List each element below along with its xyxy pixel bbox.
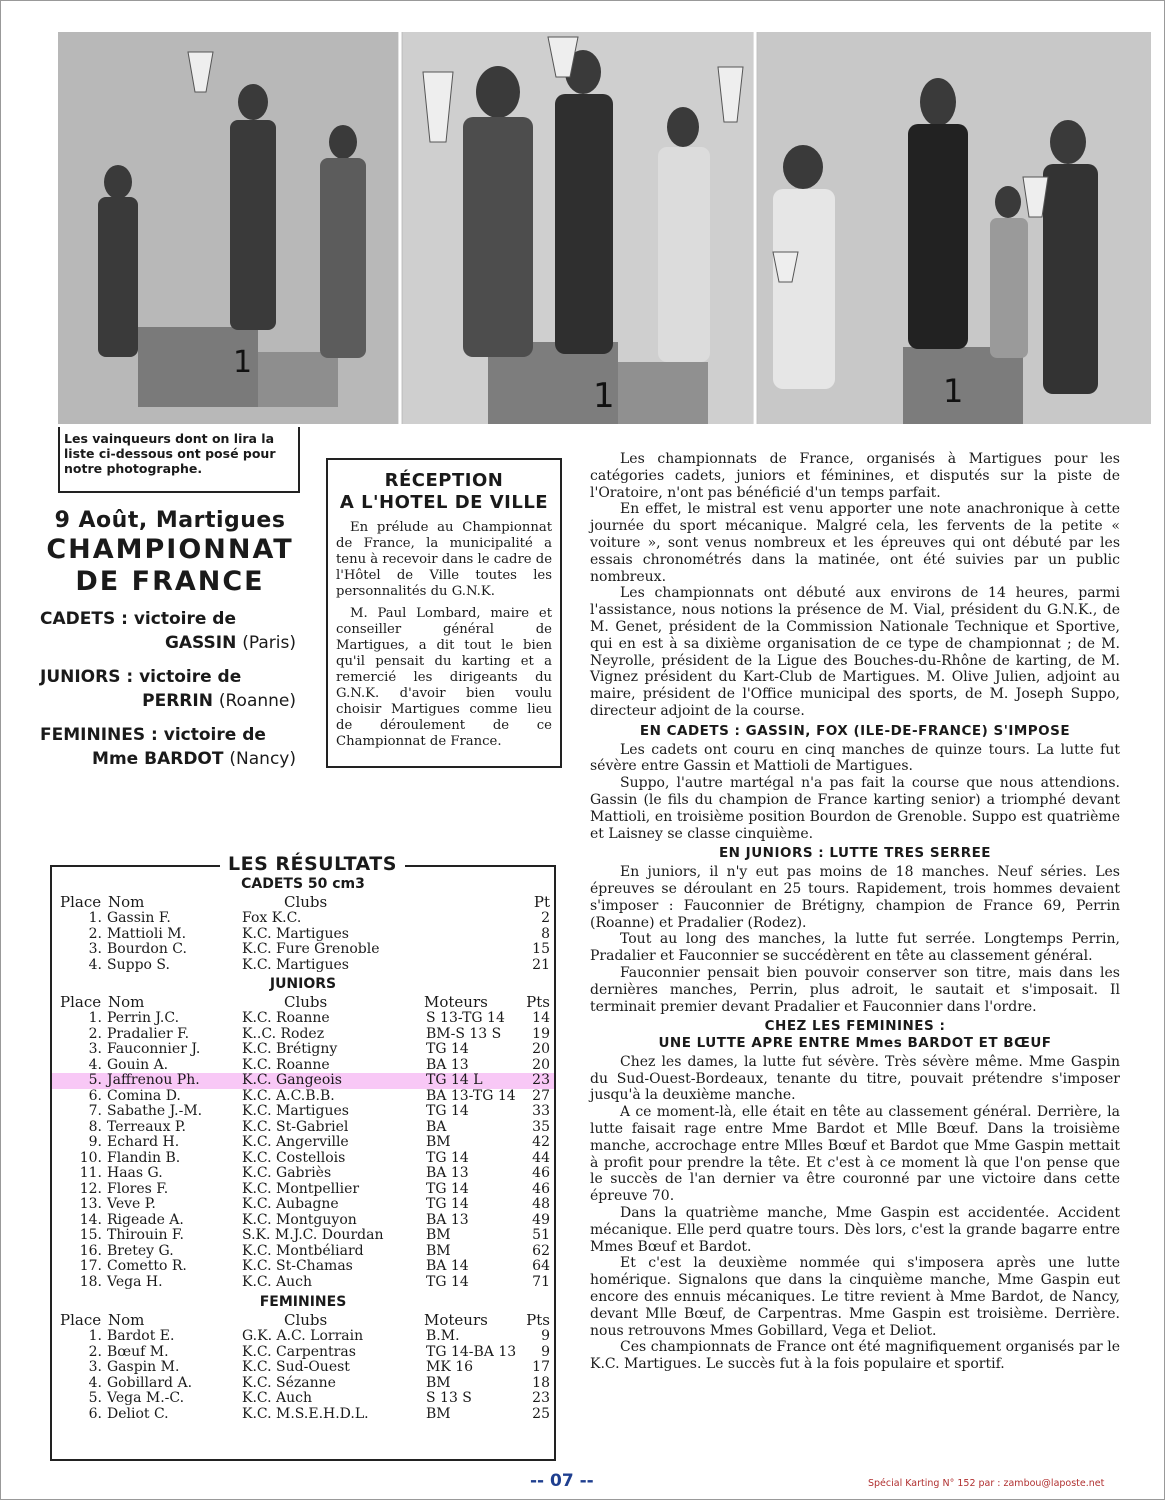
table-row bbox=[52, 1073, 554, 1089]
cell-pts: 9 bbox=[541, 1343, 550, 1360]
cell-place: 16. bbox=[79, 1242, 102, 1259]
cell-club: K.C. Roanne bbox=[242, 1010, 330, 1026]
cell-pts: 20 bbox=[532, 1041, 550, 1057]
cell-nom: Gobillard A. bbox=[107, 1374, 193, 1391]
article-paragraph: Suppo, l'autre martégal n'a pas fait la course que nous attendions. Gassin (le fils du champion de France karting senior) a triomphé devant Mattioli, en troisième position Bourdon de Grenoble. Suppo est quatrième et Laisney se classe cinquième. bbox=[590, 775, 1120, 842]
headline-cat-winner bbox=[40, 631, 300, 655]
cell-pts: 18 bbox=[532, 1374, 550, 1391]
winner-origin: (Roanne) bbox=[218, 691, 296, 711]
cell-club: K.C. Fure Grenoble bbox=[242, 941, 380, 957]
cell-nom: Bardot E. bbox=[107, 1328, 175, 1344]
cell-pts: 2 bbox=[541, 910, 550, 926]
cell-nom: Flandin B. bbox=[107, 1149, 181, 1166]
cell-pts: 33 bbox=[532, 1103, 550, 1119]
article-paragraph: Fauconnier pensait bien pouvoir conserver son titre, mais dans les dernières manches, Perrin, plus adroit, le sautait et s'imposait. Il terminait premier devant Pradalier et Fauconnier dans l'ordre. bbox=[590, 964, 1120, 1015]
feminines-header bbox=[52, 1311, 554, 1329]
cell-club: K.C. Martigues bbox=[242, 956, 349, 973]
cell-nom: Gassin F. bbox=[107, 910, 171, 926]
table-row bbox=[52, 958, 554, 974]
juniors-section-title: JUNIORS bbox=[269, 976, 337, 992]
cell-pts: 20 bbox=[532, 1056, 550, 1073]
reception-box bbox=[326, 458, 562, 768]
cell-nom: Jaffrenou Ph. bbox=[107, 1072, 200, 1088]
headline-title-1: CHAMPIONNAT bbox=[46, 534, 294, 565]
cell-place: 17. bbox=[79, 1258, 102, 1274]
svg-text:1: 1 bbox=[233, 345, 253, 380]
cell-pts: 49 bbox=[532, 1211, 550, 1228]
cell-pts: 25 bbox=[532, 1405, 550, 1422]
cell-place: 5. bbox=[88, 1072, 102, 1088]
cell-pts: 19 bbox=[532, 1025, 550, 1042]
cell-nom: Vega H. bbox=[107, 1273, 163, 1290]
article-paragraph: Et c'est la deuxième nommée qui s'imposera après une lutte homérique. Signalons que dans la cinquième manche, Mme Gaspin eut encore des ennuis mécaniques. Le titre revient à Mme Bardot, de Nancy, devant Mlle Bœuf, de Carpentras. Mme Gaspin est troisième. Derrière. nous retrouvons Mmes Gobillard, Vega et Deliot. bbox=[590, 1255, 1120, 1339]
cell-moteur: MK 16 bbox=[426, 1359, 474, 1375]
article-paragraph: En effet, le mistral est venu apporter une note anachronique à cette journée du sport mécanique. Malgré cela, les fervents de la petite « voiture », sont venus nombreux et les épreuves qui ont débuté par les essais chronométrés dans la matinée, ont été suivies par un public nombreux. bbox=[590, 501, 1120, 585]
cell-club: K.C. Auch bbox=[242, 1273, 313, 1290]
cell-place: 13. bbox=[79, 1196, 102, 1212]
cell-club: K.C. Auch bbox=[242, 1390, 313, 1406]
juniors-header bbox=[52, 993, 554, 1011]
headline-title-2: DE FRANCE bbox=[75, 566, 265, 597]
cell-club: K.C. Martigues bbox=[242, 1103, 349, 1119]
svg-text:1: 1 bbox=[593, 376, 615, 416]
cell-club: K.C. M.S.E.H.D.L. bbox=[242, 1405, 369, 1422]
table-row bbox=[52, 1089, 554, 1105]
cell-club: K.C. A.C.B.B. bbox=[242, 1087, 335, 1104]
col-place: Place bbox=[60, 1311, 102, 1329]
cell-pts: 46 bbox=[532, 1165, 550, 1181]
table-row bbox=[52, 1042, 554, 1058]
winner-name: PERRIN bbox=[142, 691, 213, 711]
col-nom: Nom bbox=[108, 1311, 145, 1329]
cell-nom: Sabathe J.-M. bbox=[107, 1103, 203, 1119]
table-row bbox=[52, 1244, 554, 1260]
cell-moteur: BM bbox=[426, 1242, 451, 1259]
cell-place: 2. bbox=[88, 1025, 102, 1042]
cell-pts: 14 bbox=[532, 1010, 550, 1026]
juniors-rows bbox=[52, 1011, 554, 1290]
cell-place: 1. bbox=[88, 1010, 102, 1026]
winner-name: GASSIN bbox=[164, 633, 237, 653]
cell-pts: 42 bbox=[532, 1134, 550, 1150]
cell-moteur: TG 14 bbox=[426, 1273, 469, 1290]
table-row bbox=[52, 1166, 554, 1182]
table-row bbox=[52, 1213, 554, 1229]
col-place: Place bbox=[60, 993, 102, 1011]
article-paragraph: Ces championnats de France ont été magnifiquement organisés par le K.C. Martigues. Le succès fut à la fois populaire et sportif. bbox=[590, 1339, 1120, 1373]
cell-moteur: TG 14-BA 13 bbox=[426, 1343, 517, 1360]
cell-pts: 9 bbox=[541, 1328, 550, 1344]
cell-place: 2. bbox=[88, 1343, 102, 1360]
juniors-subtitle: EN JUNIORS : LUTTE TRES SERREE bbox=[718, 845, 992, 862]
table-row bbox=[52, 1135, 554, 1151]
col-pts: Pts bbox=[526, 1311, 550, 1329]
cell-moteur: BM bbox=[426, 1134, 451, 1150]
cell-place: 3. bbox=[88, 941, 102, 957]
cell-pts: 35 bbox=[532, 1118, 550, 1135]
table-row bbox=[52, 1182, 554, 1198]
cell-pts: 23 bbox=[532, 1072, 550, 1088]
results-title: LES RÉSULTATS bbox=[220, 853, 405, 875]
cell-pts: 62 bbox=[532, 1242, 550, 1259]
cell-place: 3. bbox=[88, 1041, 102, 1057]
cadets-header bbox=[52, 893, 554, 911]
col-clubs: Clubs bbox=[284, 1311, 328, 1329]
feminines-section-title: FEMININES bbox=[259, 1294, 347, 1310]
cell-moteur: BA 13-TG 14 bbox=[426, 1087, 516, 1104]
photo-caption: Les vainqueurs dont on lira la liste ci-dessous ont posé pour notre photographe. bbox=[58, 427, 300, 493]
podium-photo-illustration bbox=[58, 32, 1151, 424]
cell-moteur: TG 14 bbox=[426, 1196, 469, 1212]
cell-club: K.C. Sud-Ouest bbox=[242, 1359, 350, 1375]
cell-club: Fox K.C. bbox=[242, 910, 302, 926]
cell-pts: 8 bbox=[541, 925, 550, 942]
col-pts: Pt bbox=[533, 893, 550, 911]
table-row bbox=[52, 1197, 554, 1213]
cell-nom: Terreaux P. bbox=[107, 1118, 186, 1135]
table-row bbox=[52, 1058, 554, 1074]
article-body bbox=[590, 451, 1120, 1373]
winner-origin: (Paris) bbox=[242, 633, 296, 653]
cell-club: K.C. Brétigny bbox=[242, 1041, 338, 1057]
reception-paragraph: En prélude au Championnat de France, la municipalité a tenu à recevoir dans le cadre de l'Hôtel de Ville toutes les personnalités du G.N.K. bbox=[336, 520, 552, 599]
cell-club: K.C. St-Gabriel bbox=[242, 1118, 349, 1135]
cell-moteur: TG 14 L bbox=[426, 1072, 483, 1088]
table-row bbox=[52, 1259, 554, 1275]
headline-date: 9 Août, Martigues bbox=[54, 508, 286, 533]
cell-place: 6. bbox=[88, 1087, 102, 1104]
cell-nom: Gouin A. bbox=[107, 1056, 169, 1073]
cell-nom: Suppo S. bbox=[107, 956, 170, 973]
cell-moteur: TG 14 bbox=[426, 1149, 469, 1166]
cell-club: K.C. Martigues bbox=[242, 925, 349, 942]
table-row bbox=[52, 1329, 554, 1345]
cell-nom: Vega M.-C. bbox=[107, 1390, 185, 1406]
cell-pts: 21 bbox=[532, 956, 550, 973]
cell-place: 18. bbox=[79, 1273, 102, 1290]
cell-pts: 48 bbox=[532, 1196, 550, 1212]
cell-moteur: S 13 S bbox=[426, 1390, 472, 1406]
headline-juniors bbox=[40, 665, 300, 713]
table-row bbox=[52, 911, 554, 927]
cell-nom: Bourdon C. bbox=[107, 941, 187, 957]
cell-nom: Flores F. bbox=[107, 1180, 169, 1197]
cell-pts: 64 bbox=[532, 1258, 550, 1274]
cell-club: K.C. Montbéliard bbox=[242, 1242, 364, 1259]
cadets-subtitle: EN CADETS : GASSIN, FOX (ILE-DE-FRANCE) S'IMPOSE bbox=[639, 722, 1071, 739]
table-row bbox=[52, 1407, 554, 1423]
col-nom: Nom bbox=[108, 993, 145, 1011]
headline-cat-winner bbox=[40, 747, 300, 771]
results-table bbox=[50, 853, 556, 1461]
cell-place: 9. bbox=[88, 1134, 102, 1150]
table-row bbox=[52, 1104, 554, 1120]
cell-place: 11. bbox=[79, 1165, 102, 1181]
table-row bbox=[52, 1391, 554, 1407]
col-pts: Pts bbox=[526, 993, 550, 1011]
cell-place: 3. bbox=[88, 1359, 102, 1375]
cell-nom: Mattioli M. bbox=[107, 925, 187, 942]
cell-place: 4. bbox=[88, 1374, 102, 1391]
cell-nom: Bretey G. bbox=[107, 1242, 174, 1259]
table-row bbox=[52, 1360, 554, 1376]
cell-club: K.C. Gangeois bbox=[242, 1072, 342, 1088]
cell-place: 7. bbox=[88, 1103, 102, 1119]
col-nom: Nom bbox=[108, 893, 145, 911]
cell-moteur: TG 14 bbox=[426, 1180, 469, 1197]
col-moteurs: Moteurs bbox=[424, 1311, 488, 1329]
cell-moteur: BM-S 13 S bbox=[426, 1025, 502, 1042]
cell-club: G.K. A.C. Lorrain bbox=[242, 1328, 364, 1344]
cell-club: K.C. Costellois bbox=[242, 1149, 346, 1166]
cell-nom: Pradalier F. bbox=[107, 1025, 190, 1042]
cell-moteur: BA 13 bbox=[426, 1211, 469, 1228]
cadets-rows bbox=[52, 911, 554, 973]
cell-place: 10. bbox=[79, 1149, 102, 1166]
cell-pts: 71 bbox=[532, 1273, 550, 1290]
headline-block bbox=[40, 508, 300, 771]
cell-place: 2. bbox=[88, 925, 102, 942]
winner-name: Mme BARDOT bbox=[92, 749, 224, 769]
headline-cadets bbox=[40, 607, 300, 655]
cell-nom: Perrin J.C. bbox=[107, 1010, 180, 1026]
table-row bbox=[52, 1151, 554, 1167]
cell-club: K.C. Montguyon bbox=[242, 1211, 357, 1228]
cell-place: 6. bbox=[88, 1405, 102, 1422]
cell-moteur: BA 13 bbox=[426, 1056, 469, 1073]
cell-moteur: B.M. bbox=[426, 1328, 460, 1344]
footer-credit: Spécial Karting N° 152 par : zambou@laposte.net bbox=[868, 1478, 1105, 1489]
cell-moteur: BM bbox=[426, 1227, 451, 1243]
reception-paragraph: M. Paul Lombard, maire et conseiller général de Martigues, a dit tout le bien qu'il pensait du karting et a remercié les dirigeants du G.N.K. d'avoir bien voulu choisir Martigues comme lieu de déroulement de ce Championnat de France. bbox=[336, 606, 552, 749]
cell-place: 4. bbox=[88, 956, 102, 973]
reception-title-2: A L'HOTEL DE VILLE bbox=[339, 492, 549, 513]
feminines-rows bbox=[52, 1329, 554, 1422]
cell-moteur: BA 13 bbox=[426, 1165, 469, 1181]
table-row bbox=[52, 1345, 554, 1361]
article-paragraph: A ce moment-là, elle était en tête au classement général. Derrière, la lutte faisait rage entre Mme Bardot et Mlle Bœuf. Dans la troisième manche, accrochage entre Mlles Bœuf et Bardot que Mme Gaspin mettait à profit pour prendre la tête. Et c'est à ce moment là que l'on pense que le succès de l'an dernier va être couronné par une victoire dans cette épreuve 70. bbox=[590, 1104, 1120, 1205]
headline-cat-label: FEMININES : victoire de bbox=[40, 725, 266, 745]
col-clubs: Clubs bbox=[284, 893, 328, 911]
article-paragraph: Dans la quatrième manche, Mme Gaspin est accidentée. Accident mécanique. Elle perd quatre tours. Dès lors, c'est la grande bagarre entre Mmes Bœuf et Bardot. bbox=[590, 1205, 1120, 1255]
col-moteurs: Moteurs bbox=[424, 993, 488, 1011]
col-place: Place bbox=[60, 893, 102, 911]
cell-pts: 15 bbox=[532, 941, 550, 957]
cell-club: K.C. Angerville bbox=[242, 1134, 349, 1150]
cell-place: 1. bbox=[88, 1328, 102, 1344]
article-paragraph: Tout au long des manches, la lutte fut serrée. Longtemps Perrin, Pradalier et Fauconnier se succédèrent en tête au classement général. bbox=[590, 931, 1120, 965]
cell-nom: Comina D. bbox=[107, 1087, 181, 1104]
cell-club: K.C. St-Chamas bbox=[242, 1258, 353, 1274]
cell-club: K..C. Rodez bbox=[242, 1025, 325, 1042]
page-number: -- 07 -- bbox=[530, 1471, 594, 1491]
article-paragraph: En juniors, il n'y eut pas moins de 18 manches. Neuf séries. Les épreuves se déroulant en 25 tours. Rapidement, trois hommes devaient s'imposer : Fauconnier de Brétigny, champion de France 69, Perrin (Roanne) et Pradalier (Rodez). bbox=[590, 864, 1120, 931]
cell-moteur: TG 14 bbox=[426, 1103, 469, 1119]
cell-club: K.C. Carpentras bbox=[242, 1343, 356, 1360]
podium-photo bbox=[58, 32, 1151, 424]
cell-club: S.K. M.J.C. Dourdan bbox=[242, 1227, 384, 1243]
headline-cat-winner bbox=[40, 689, 300, 713]
svg-text:1: 1 bbox=[943, 372, 964, 410]
cell-moteur: BA 14 bbox=[426, 1258, 469, 1274]
table-row bbox=[52, 1027, 554, 1043]
table-row bbox=[52, 1275, 554, 1291]
table-row bbox=[52, 927, 554, 943]
table-row bbox=[52, 1228, 554, 1244]
article-paragraph: Les championnats de France, organisés à Martigues pour les catégories cadets, juniors et féminines, et disputés sur la piste de l'Oratoire, n'ont pas bénéficié d'un temps parfait. bbox=[590, 451, 1120, 501]
table-row bbox=[52, 942, 554, 958]
article-paragraph: Les cadets ont couru en cinq manches de quinze tours. La lutte fut sévère entre Gassin et Mattioli de Martigues. bbox=[590, 741, 1120, 775]
cadets-section-title: CADETS 50 cm3 bbox=[241, 876, 365, 892]
cell-moteur: BM bbox=[426, 1405, 451, 1422]
cell-pts: 23 bbox=[532, 1390, 550, 1406]
headline-feminines bbox=[40, 723, 300, 771]
cell-club: K.C. Gabriès bbox=[242, 1165, 332, 1181]
cell-moteur: BA bbox=[426, 1118, 447, 1135]
cell-nom: Deliot C. bbox=[107, 1405, 169, 1422]
cell-moteur: TG 14 bbox=[426, 1041, 469, 1057]
cell-nom: Bœuf M. bbox=[107, 1343, 169, 1360]
reception-title-1: RÉCEPTION bbox=[384, 470, 504, 491]
cell-club: K.C. Roanne bbox=[242, 1056, 330, 1073]
cell-pts: 27 bbox=[532, 1087, 550, 1104]
cell-nom: Veve P. bbox=[107, 1196, 156, 1212]
cell-place: 1. bbox=[88, 910, 102, 926]
col-clubs: Clubs bbox=[284, 993, 328, 1011]
cell-pts: 44 bbox=[532, 1149, 550, 1166]
cell-nom: Thirouin F. bbox=[107, 1227, 184, 1243]
cell-club: K.C. Montpellier bbox=[242, 1180, 360, 1197]
cell-place: 4. bbox=[88, 1056, 102, 1073]
cell-club: K.C. Aubagne bbox=[242, 1196, 339, 1212]
table-row bbox=[52, 1011, 554, 1027]
headline-cat-label: JUNIORS : victoire de bbox=[40, 667, 242, 687]
winner-origin: (Nancy) bbox=[229, 749, 296, 769]
table-row bbox=[52, 1120, 554, 1136]
cell-moteur: BM bbox=[426, 1374, 451, 1391]
cell-pts: 17 bbox=[532, 1359, 550, 1375]
cell-place: 5. bbox=[88, 1390, 102, 1406]
cell-nom: Echard H. bbox=[107, 1134, 180, 1150]
feminines-subtitle-2: UNE LUTTE APRE ENTRE Mmes BARDOT ET BŒUF bbox=[658, 1035, 1052, 1052]
cell-place: 8. bbox=[88, 1118, 102, 1135]
article-paragraph: Les championnats ont débuté aux environs de 14 heures, parmi l'assistance, nous notions la présence de M. Vial, président du G.N.K., de M. Genet, président de la Commission Nationale Technique et Sportive, qui en est à sa dixième organisation de ce type de championnat ; de M. Neyrolle, président de la Ligue des Bouches-du-Rhône de karting, de M. Vignez président du Kart-Club de Martigues. M. Olive Julien, adjoint au maire, président de l'Office municipal des sports, de M. Joseph Suppo, directeur adjoint de la course. bbox=[590, 585, 1120, 719]
feminines-subtitle-1: CHEZ LES FEMININES : bbox=[764, 1018, 946, 1035]
cell-place: 14. bbox=[79, 1211, 102, 1228]
cell-club: K.C. Sézanne bbox=[242, 1374, 336, 1391]
cell-pts: 51 bbox=[532, 1227, 550, 1243]
cell-nom: Gaspin M. bbox=[107, 1359, 180, 1375]
headline-cat-label: CADETS : victoire de bbox=[40, 609, 236, 629]
cell-nom: Haas G. bbox=[107, 1165, 163, 1181]
cell-nom: Fauconnier J. bbox=[107, 1041, 201, 1057]
article-paragraph: Chez les dames, la lutte fut sévère. Très sévère même. Mme Gaspin du Sud-Ouest-Bordeaux, tenante du titre, pouvait prétendre s'imposer jusqu'à la deuxième manche. bbox=[590, 1053, 1120, 1104]
cell-nom: Cometto R. bbox=[107, 1258, 187, 1274]
cell-place: 12. bbox=[79, 1180, 102, 1197]
cell-place: 15. bbox=[79, 1227, 102, 1243]
table-row bbox=[52, 1376, 554, 1392]
cell-nom: Rigeade A. bbox=[107, 1211, 184, 1228]
cell-moteur: S 13-TG 14 bbox=[426, 1010, 505, 1026]
cell-pts: 46 bbox=[532, 1180, 550, 1197]
